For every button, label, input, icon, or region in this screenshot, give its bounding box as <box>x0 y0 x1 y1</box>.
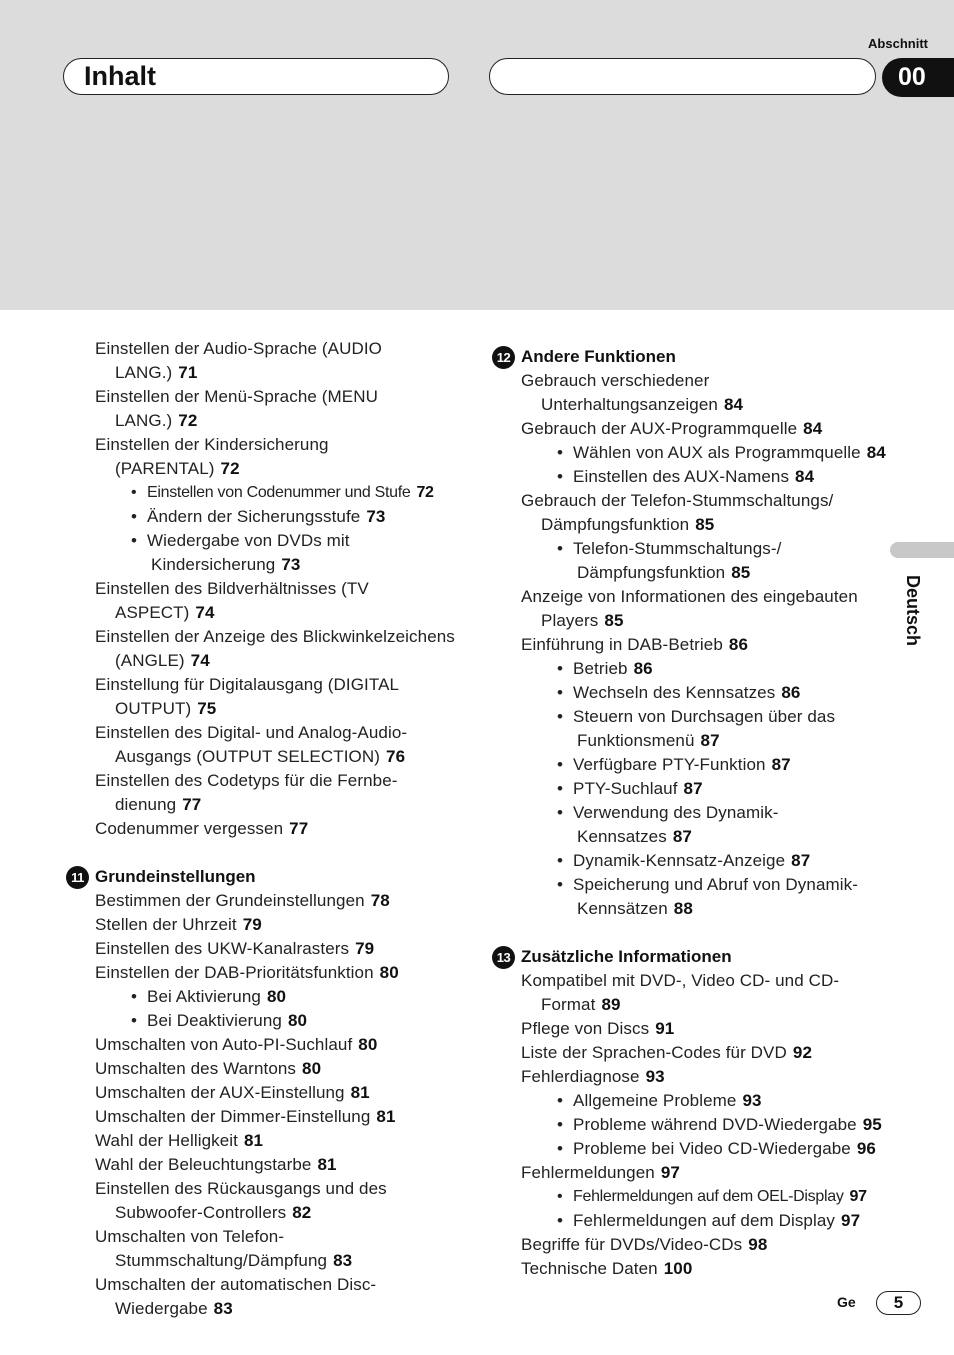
bullet-icon: • <box>557 779 564 798</box>
toc-entry <box>95 721 455 769</box>
toc-sub-entry <box>521 681 887 705</box>
bullet-icon: • <box>131 507 138 526</box>
section-title: Zusätzliche Informationen <box>521 947 732 966</box>
toc-sub-entry <box>521 465 887 489</box>
blank-title-box <box>489 58 876 95</box>
title-box <box>63 58 449 95</box>
toc-entry-text: Wahl der Helligkeit <box>95 1131 238 1150</box>
toc-entry-text: Fehlermeldungen <box>521 1163 655 1182</box>
toc-page-number: 87 <box>700 731 720 750</box>
toc-sub-entry <box>521 753 887 777</box>
toc-sub-entry <box>521 441 887 465</box>
toc-entry-text: Umschalten der automatischen Disc-Wiedergabe <box>95 1275 377 1318</box>
toc-entry <box>521 585 887 633</box>
toc-page-number: 80 <box>379 963 399 982</box>
toc-page-number: 88 <box>673 899 693 918</box>
toc-page-number: 97 <box>841 1211 861 1230</box>
toc-page-number: 86 <box>728 635 748 654</box>
toc-page-number: 82 <box>292 1203 312 1222</box>
toc-entry-text: Begriffe für DVDs/Video-CDs <box>521 1235 743 1254</box>
toc-page-number: 97 <box>660 1163 680 1182</box>
toc-page-number: 92 <box>792 1043 812 1062</box>
section-title: Andere Funktionen <box>521 347 676 366</box>
toc-entry-text: Probleme während DVD-Wiedergabe <box>573 1115 857 1134</box>
toc-entry <box>521 1161 887 1185</box>
section-title: Grundeinstellungen <box>95 867 256 886</box>
toc-entry-text: Einstellen des AUX-Namens <box>573 467 790 486</box>
toc-list-section-11 <box>95 889 455 1321</box>
toc-page-number: 86 <box>781 683 801 702</box>
toc-entry-text: Umschalten von Auto-PI-Suchlauf <box>95 1035 353 1054</box>
bullet-icon: • <box>557 1211 564 1230</box>
toc-page-number: 74 <box>195 603 215 622</box>
toc-entry <box>95 1225 455 1273</box>
toc-sub-entry <box>95 529 455 577</box>
toc-entry <box>95 1129 455 1153</box>
toc-entry <box>521 1017 887 1041</box>
toc-sub-entry <box>521 777 887 801</box>
toc-entry <box>95 385 455 433</box>
toc-entry <box>95 817 455 841</box>
toc-entry-text: Umschalten von Telefon-Stummschaltung/Dämpfung <box>95 1227 328 1270</box>
toc-entry-text: Probleme bei Video CD-Wiedergabe <box>573 1139 851 1158</box>
toc-sub-entry <box>95 1009 455 1033</box>
toc-sub-entry <box>521 1113 887 1137</box>
toc-page-number: 73 <box>366 507 386 526</box>
toc-entry-text: Einstellen des Codetyps für die Fernbe-dienung <box>95 771 398 814</box>
toc-page-number: 87 <box>791 851 811 870</box>
bullet-icon: • <box>557 755 564 774</box>
toc-sub-entry <box>95 985 455 1009</box>
bullet-icon: • <box>557 1115 564 1134</box>
toc-entry <box>95 1273 455 1321</box>
toc-page-number: 83 <box>333 1251 353 1270</box>
toc-page-number: 84 <box>866 443 886 462</box>
toc-entry <box>95 673 455 721</box>
toc-page-number: 81 <box>244 1131 264 1150</box>
toc-entry-text: Codenummer vergessen <box>95 819 284 838</box>
toc-entry-text: Umschalten des Warntons <box>95 1059 297 1078</box>
toc-sub-entry <box>95 481 455 505</box>
toc-entry-text: Gebrauch der AUX-Programmquelle <box>521 419 798 438</box>
bullet-icon: • <box>557 1188 563 1205</box>
toc-page-number: 83 <box>213 1299 233 1318</box>
toc-entry <box>95 1177 455 1225</box>
toc-entry-text: Einstellen des Bildverhältnisses (TV ASPECT) <box>95 579 369 622</box>
toc-sub-entry <box>521 657 887 681</box>
bullet-icon: • <box>557 707 564 726</box>
toc-page-number: 84 <box>795 467 815 486</box>
toc-page-number: 81 <box>317 1155 337 1174</box>
toc-entry-text: Gebrauch der Telefon-Stummschaltungs/ Dämpfungsfunktion <box>521 491 834 534</box>
toc-entry <box>521 369 887 417</box>
toc-entry-text: Fehlermeldungen auf dem Display <box>573 1211 836 1230</box>
toc-page-number: 84 <box>723 395 744 414</box>
bullet-icon: • <box>131 484 137 501</box>
toc-entry <box>521 969 887 1017</box>
toc-page-number: 84 <box>803 419 823 438</box>
toc-page-number: 86 <box>633 659 653 678</box>
section-number: 00 <box>898 63 926 91</box>
toc-entry <box>95 937 455 961</box>
toc-entry-text: Speicherung und Abruf von Dynamik-Kennsätzen <box>573 875 859 918</box>
toc-entry-text: Liste der Sprachen-Codes für DVD <box>521 1043 787 1062</box>
toc-page-number: 91 <box>655 1019 675 1038</box>
toc-sub-entry <box>521 801 887 849</box>
language-tab <box>890 542 954 558</box>
toc-entry-text: Einstellung für Digitalausgang (DIGITAL OUTPUT) <box>95 675 399 718</box>
toc-entry-text: Umschalten der Dimmer-Einstellung <box>95 1107 371 1126</box>
toc-page-number: 89 <box>601 995 621 1014</box>
bullet-icon: • <box>557 875 564 894</box>
toc-entry-text: Pflege von Discs <box>521 1019 650 1038</box>
toc-page-number: 76 <box>386 747 406 766</box>
toc-entry <box>95 889 455 913</box>
toc-page-number: 72 <box>416 484 434 501</box>
toc-entry <box>95 913 455 937</box>
bullet-icon: • <box>557 683 564 702</box>
toc-page-number: 100 <box>663 1259 693 1278</box>
bullet-icon: • <box>557 1091 564 1110</box>
toc-right-column <box>496 337 887 1281</box>
toc-entry <box>95 577 455 625</box>
toc-page-number: 72 <box>220 459 240 478</box>
toc-page-number: 77 <box>289 819 309 838</box>
toc-entry <box>521 633 887 657</box>
toc-entry-text: Verfügbare PTY-Funktion <box>573 755 766 774</box>
toc-sub-entry <box>521 1137 887 1161</box>
bullet-icon: • <box>131 1011 138 1030</box>
toc-page-number: 77 <box>182 795 202 814</box>
language-label: Deutsch <box>903 575 923 647</box>
toc-entry <box>521 417 887 441</box>
toc-page-number: 80 <box>302 1059 322 1078</box>
toc-entry <box>95 769 455 817</box>
toc-entry-text: Umschalten der AUX-Einstellung <box>95 1083 345 1102</box>
toc-entry-text: Einführung in DAB-Betrieb <box>521 635 723 654</box>
toc-entry-text: Dynamik-Kennsatz-Anzeige <box>573 851 786 870</box>
toc-sub-entry <box>521 849 887 873</box>
toc-entry-text: Fehlerdiagnose <box>521 1067 640 1086</box>
toc-entry-text: Steuern von Durchsagen über das Funktionsmenü <box>573 707 836 750</box>
page-number: 5 <box>876 1291 921 1315</box>
toc-entry <box>521 489 887 537</box>
toc-entry <box>521 1233 887 1257</box>
toc-entry-text: Einstellen des Digital- und Analog-Audio-Ausgangs (OUTPUT SELECTION) <box>95 723 408 766</box>
section-heading-12 <box>496 345 887 369</box>
toc-page-number: 80 <box>266 987 287 1006</box>
toc-page-number: 85 <box>731 563 751 582</box>
toc-entry-text: Stellen der Uhrzeit <box>95 915 237 934</box>
bullet-icon: • <box>557 467 564 486</box>
toc-sub-entry <box>521 705 887 753</box>
toc-entry <box>95 1081 455 1105</box>
toc-entry-text: Bestimmen der Grundeinstellungen <box>95 891 365 910</box>
toc-entry-text: Einstellen des UKW-Kanalrasters <box>95 939 350 958</box>
section-heading-11 <box>71 865 455 889</box>
toc-entry-text: Bei Deaktivierung <box>147 1011 282 1030</box>
toc-entry-text: Einstellen des Rückausgangs und des Subwoofer-Controllers <box>95 1179 387 1222</box>
toc-list-section-12 <box>521 369 887 921</box>
section-heading-13 <box>496 945 887 969</box>
toc-entry <box>95 337 455 385</box>
toc-entry <box>95 625 455 673</box>
toc-page-number: 97 <box>849 1188 867 1205</box>
toc-page-number: 71 <box>178 363 198 382</box>
toc-entry <box>95 433 455 481</box>
toc-entry-text: Allgemeine Probleme <box>573 1091 737 1110</box>
bullet-icon: • <box>131 987 138 1006</box>
language-code: Ge <box>837 1294 856 1310</box>
toc-page-number: 72 <box>178 411 198 430</box>
toc-page-number: 79 <box>355 939 375 958</box>
toc-sub-entry <box>521 873 887 921</box>
toc-page-number: 75 <box>197 699 217 718</box>
toc-entry-text: Technische Daten <box>521 1259 658 1278</box>
toc-entry-text: Betrieb <box>573 659 628 678</box>
toc-page-number: 80 <box>358 1035 378 1054</box>
page-title: Inhalt <box>84 61 156 91</box>
toc-sub-entry <box>521 537 887 585</box>
bullet-icon: • <box>557 803 564 822</box>
toc-page-number: 87 <box>683 779 703 798</box>
toc-page-number: 85 <box>604 611 624 630</box>
toc-page-number: 98 <box>748 1235 768 1254</box>
toc-entry-text: Einstellen der Menü-Sprache (MENU LANG.) <box>95 387 378 430</box>
toc-entry-text: Einstellen der Audio-Sprache (AUDIO LANG.) <box>95 339 382 382</box>
bullet-icon: • <box>557 539 564 558</box>
section-number-icon: 13 <box>492 946 515 969</box>
toc-entry-text: Fehlermeldungen auf dem OEL-Display <box>573 1188 844 1205</box>
toc-page-number: 79 <box>242 915 262 934</box>
bullet-icon: • <box>131 531 138 550</box>
toc-sub-entry <box>521 1209 887 1233</box>
toc-entry-text: Ändern der Sicherungsstufe <box>147 507 361 526</box>
toc-page-number: 87 <box>672 827 692 846</box>
toc-entry <box>521 1065 887 1089</box>
toc-entry <box>95 1105 455 1129</box>
toc-list-top <box>95 337 455 841</box>
toc-entry-text: Einstellen der Anzeige des Blickwinkelzeichens (ANGLE) <box>95 627 455 670</box>
toc-entry-text: Telefon-Stummschaltungs-/ Dämpfungsfunktion <box>573 539 782 582</box>
toc-entry <box>95 1033 455 1057</box>
section-number-icon: 12 <box>492 346 515 369</box>
toc-page-number: 85 <box>695 515 715 534</box>
bullet-icon: • <box>557 443 564 462</box>
toc-page-number: 80 <box>287 1011 308 1030</box>
toc-entry <box>95 961 455 985</box>
toc-entry-text: Verwendung des Dynamik-Kennsatzes <box>573 803 779 846</box>
toc-entry-text: Einstellen von Codenummer und Stufe <box>147 484 411 501</box>
bullet-icon: • <box>557 1139 564 1158</box>
bullet-icon: • <box>557 851 564 870</box>
toc-page-number: 93 <box>742 1091 762 1110</box>
toc-entry-text: Kompatibel mit DVD-, Video CD- und CD-Format <box>521 971 840 1014</box>
toc-sub-entry <box>521 1089 887 1113</box>
section-number-badge <box>882 58 954 97</box>
toc-entry-text: Wiedergabe von DVDs mit Kindersicherung <box>147 531 350 574</box>
toc-entry-text: Einstellen der DAB-Prioritätsfunktion <box>95 963 374 982</box>
toc-entry-text: Wechseln des Kennsatzes <box>573 683 776 702</box>
toc-page-number: 81 <box>350 1083 370 1102</box>
toc-page-number: 96 <box>856 1139 876 1158</box>
toc-entry <box>95 1057 455 1081</box>
bullet-icon: • <box>557 659 564 678</box>
toc-entry-text: Gebrauch verschiedener Unterhaltungsanzeigen <box>521 371 718 414</box>
toc-entry-text: Wahl der Beleuchtungstarbe <box>95 1155 312 1174</box>
toc-entry-text: Wählen von AUX als Programmquelle <box>573 443 861 462</box>
toc-entry <box>521 1257 887 1281</box>
toc-page-number: 93 <box>645 1067 665 1086</box>
section-label: Abschnitt <box>868 36 928 51</box>
toc-page-number: 78 <box>370 891 390 910</box>
toc-entry-text: Anzeige von Informationen des eingebauten Players <box>521 587 858 630</box>
toc-list-section-13 <box>521 969 887 1281</box>
toc-entry <box>95 1153 455 1177</box>
toc-entry-text: PTY-Suchlauf <box>573 779 678 798</box>
toc-sub-entry <box>95 505 455 529</box>
section-number-icon: 11 <box>66 866 89 889</box>
header-band <box>0 0 954 310</box>
toc-left-column <box>71 337 455 1321</box>
toc-page-number: 73 <box>281 555 301 574</box>
toc-entry <box>521 1041 887 1065</box>
toc-sub-entry <box>521 1185 887 1209</box>
toc-page-number: 74 <box>190 651 210 670</box>
toc-page-number: 81 <box>376 1107 396 1126</box>
toc-page-number: 95 <box>862 1115 882 1134</box>
toc-page-number: 87 <box>771 755 791 774</box>
toc-entry-text: Bei Aktivierung <box>147 987 261 1006</box>
toc-entry-text: Einstellen der Kindersicherung (PARENTAL) <box>95 435 329 478</box>
